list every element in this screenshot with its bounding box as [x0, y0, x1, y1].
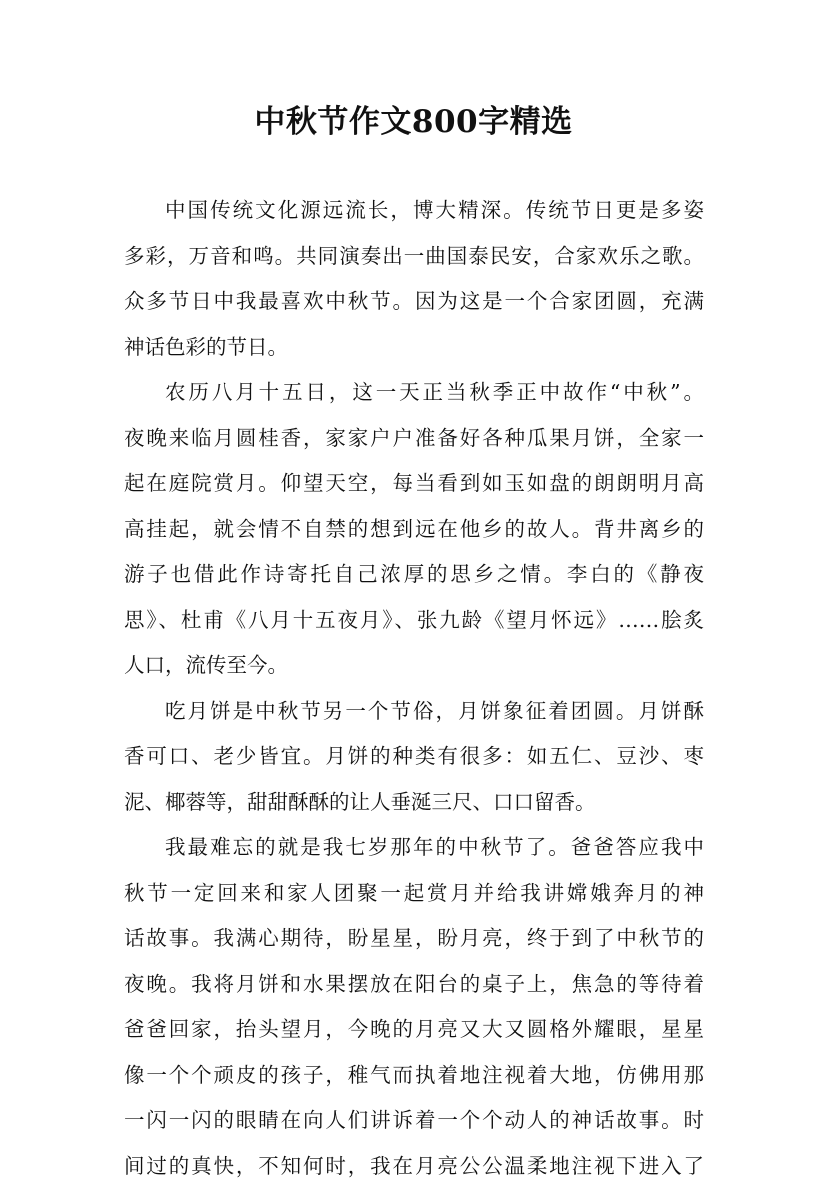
paragraph-line: 吃月饼是中秋节另一个节俗，月饼象征着团圆。月饼酥	[124, 689, 704, 735]
paragraph-line: 游子也借此作诗寄托自己浓厚的思乡之情。李白的《静夜	[124, 552, 704, 598]
paragraph-line: 间过的真快，不知何时，我在月亮公公温柔地注视下进入了	[124, 1144, 704, 1189]
paragraph-line: 农历八月十五日，这一天正当秋季正中故作“中秋”。	[124, 370, 704, 416]
paragraph-4	[124, 825, 704, 1189]
paragraph-line: 多彩，万音和鸣。共同演奏出一曲国泰民安，合家欢乐之歌。	[124, 234, 704, 280]
paragraph-line: 神话色彩的节日。	[124, 325, 704, 371]
paragraph-line: 我最难忘的就是我七岁那年的中秋节了。爸爸答应我中	[124, 825, 704, 871]
paragraph-line: 思》、杜甫《八月十五夜月》、张九龄《望月怀远》……脍炙	[124, 598, 704, 644]
paragraph-3	[124, 689, 704, 826]
paragraph-line: 夜晚来临月圆桂香，家家户户准备好各种瓜果月饼，全家一	[124, 416, 704, 462]
article-body	[124, 188, 704, 1189]
paragraph-line: 一闪一闪的眼睛在向人们讲诉着一个个动人的神话故事。时	[124, 1098, 704, 1144]
paragraph-line: 夜晚。我将月饼和水果摆放在阳台的桌子上，焦急的等待着	[124, 962, 704, 1008]
paragraph-line: 像一个个顽皮的孩子，稚气而执着地注视着大地，仿佛用那	[124, 1053, 704, 1099]
paragraph-line: 众多节日中我最喜欢中秋节。因为这是一个合家团圆，充满	[124, 279, 704, 325]
paragraph-line: 起在庭院赏月。仰望天空，每当看到如玉如盘的朗朗明月高	[124, 461, 704, 507]
paragraph-line: 中国传统文化源远流长，博大精深。传统节日更是多姿	[124, 188, 704, 234]
paragraph-line: 高挂起，就会情不自禁的想到远在他乡的故人。背井离乡的	[124, 507, 704, 553]
paragraph-line: 秋节一定回来和家人团聚一起赏月并给我讲嫦娥奔月的神	[124, 871, 704, 917]
paragraph-line: 话故事。我满心期待，盼星星，盼月亮，终于到了中秋节的	[124, 916, 704, 962]
paragraph-line: 香可口、老少皆宜。月饼的种类有很多：如五仁、豆沙、枣	[124, 734, 704, 780]
paragraph-line: 泥、椰蓉等，甜甜酥酥的让人垂涎三尺、口口留香。	[124, 780, 704, 826]
document-title: 中秋节作文800字精选	[0, 100, 827, 144]
paragraph-1	[124, 188, 704, 370]
paragraph-line: 人口，流传至今。	[124, 643, 704, 689]
paragraph-line: 爸爸回家，抬头望月，今晚的月亮又大又圆格外耀眼，星星	[124, 1007, 704, 1053]
paragraph-2	[124, 370, 704, 689]
